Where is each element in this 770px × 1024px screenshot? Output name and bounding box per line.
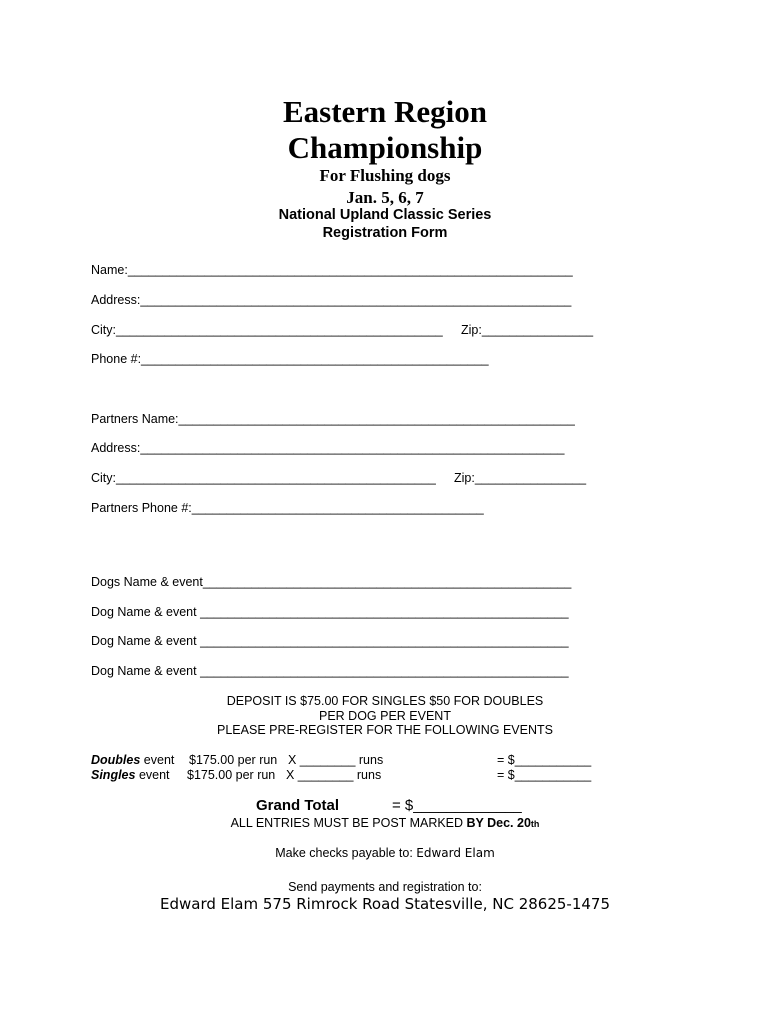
event-name: Doubles [91, 753, 141, 767]
payable-line [0, 846, 770, 860]
event-suffix: event [135, 768, 170, 782]
partners-city-field: City:______________________________________________ [91, 471, 436, 485]
name-field: Name:________________________________________________________________ [91, 263, 573, 277]
form-name: Registration Form [322, 225, 448, 241]
partners-zip-field: Zip:________________ [454, 471, 587, 485]
deposit-line-2: PER DOG PER EVENT [319, 709, 451, 723]
event-dates: Jan. 5, 6, 7 [346, 188, 424, 207]
dog-name-event-3: Dog Name & event _____________________________________________________ [91, 634, 569, 648]
payable-label: Make checks payable to: [275, 846, 417, 860]
deposit-line-3: PLEASE PRE-REGISTER FOR THE FOLLOWING EVENTS [217, 723, 553, 737]
event-runs: X ________ runs [286, 768, 382, 782]
postmark-date: BY Dec. 20 [466, 816, 531, 830]
address-field: Address:______________________________________________________________ [91, 293, 572, 307]
event-runs: X ________ runs [288, 753, 384, 767]
postmark-suffix: th [530, 819, 540, 829]
grand-total-value: = $_____________ [392, 797, 522, 814]
event-total: = $___________ [497, 768, 592, 782]
event-row-singles [91, 768, 170, 782]
payable-name: Edward Elam [416, 846, 495, 860]
dog-name-event-1: Dogs Name & event_____________________________________________________ [91, 575, 572, 589]
event-row-doubles [91, 753, 174, 767]
mailing-address: Edward Elam 575 Rimrock Road Statesville, NC 28625-1475 [159, 895, 611, 913]
city-field: City:_______________________________________________ [91, 323, 443, 337]
deposit-line-1: DEPOSIT IS $75.00 FOR SINGLES $50 FOR DOUBLES [226, 694, 544, 708]
title-line-2: Championship [287, 130, 483, 165]
dog-name-event-4: Dog Name & event _____________________________________________________ [91, 664, 569, 678]
dog-name-event-2: Dog Name & event _____________________________________________________ [91, 605, 569, 619]
partners-address-field: Address:_____________________________________________________________ [91, 441, 565, 455]
event-name: Singles [91, 768, 136, 782]
event-price: $175.00 per run [189, 753, 278, 767]
series-name: National Upland Classic Series [278, 207, 492, 223]
title-line-1: Eastern Region [282, 94, 488, 129]
event-total: = $___________ [497, 753, 592, 767]
phone-field: Phone #:__________________________________________________ [91, 352, 489, 366]
partners-name-field: Partners Name:_________________________________________________________ [91, 412, 575, 426]
event-suffix: event [140, 753, 175, 767]
postmark-deadline [0, 816, 770, 830]
partners-phone-field: Partners Phone #:__________________________________________ [91, 501, 484, 515]
send-label: Send payments and registration to: [288, 880, 482, 894]
postmark-prefix: ALL ENTRIES MUST BE POST MARKED [230, 816, 467, 830]
subtitle: For Flushing dogs [319, 166, 451, 185]
grand-total-label: Grand Total [256, 797, 340, 814]
event-price: $175.00 per run [187, 768, 276, 782]
zip-field: Zip:________________ [461, 323, 594, 337]
